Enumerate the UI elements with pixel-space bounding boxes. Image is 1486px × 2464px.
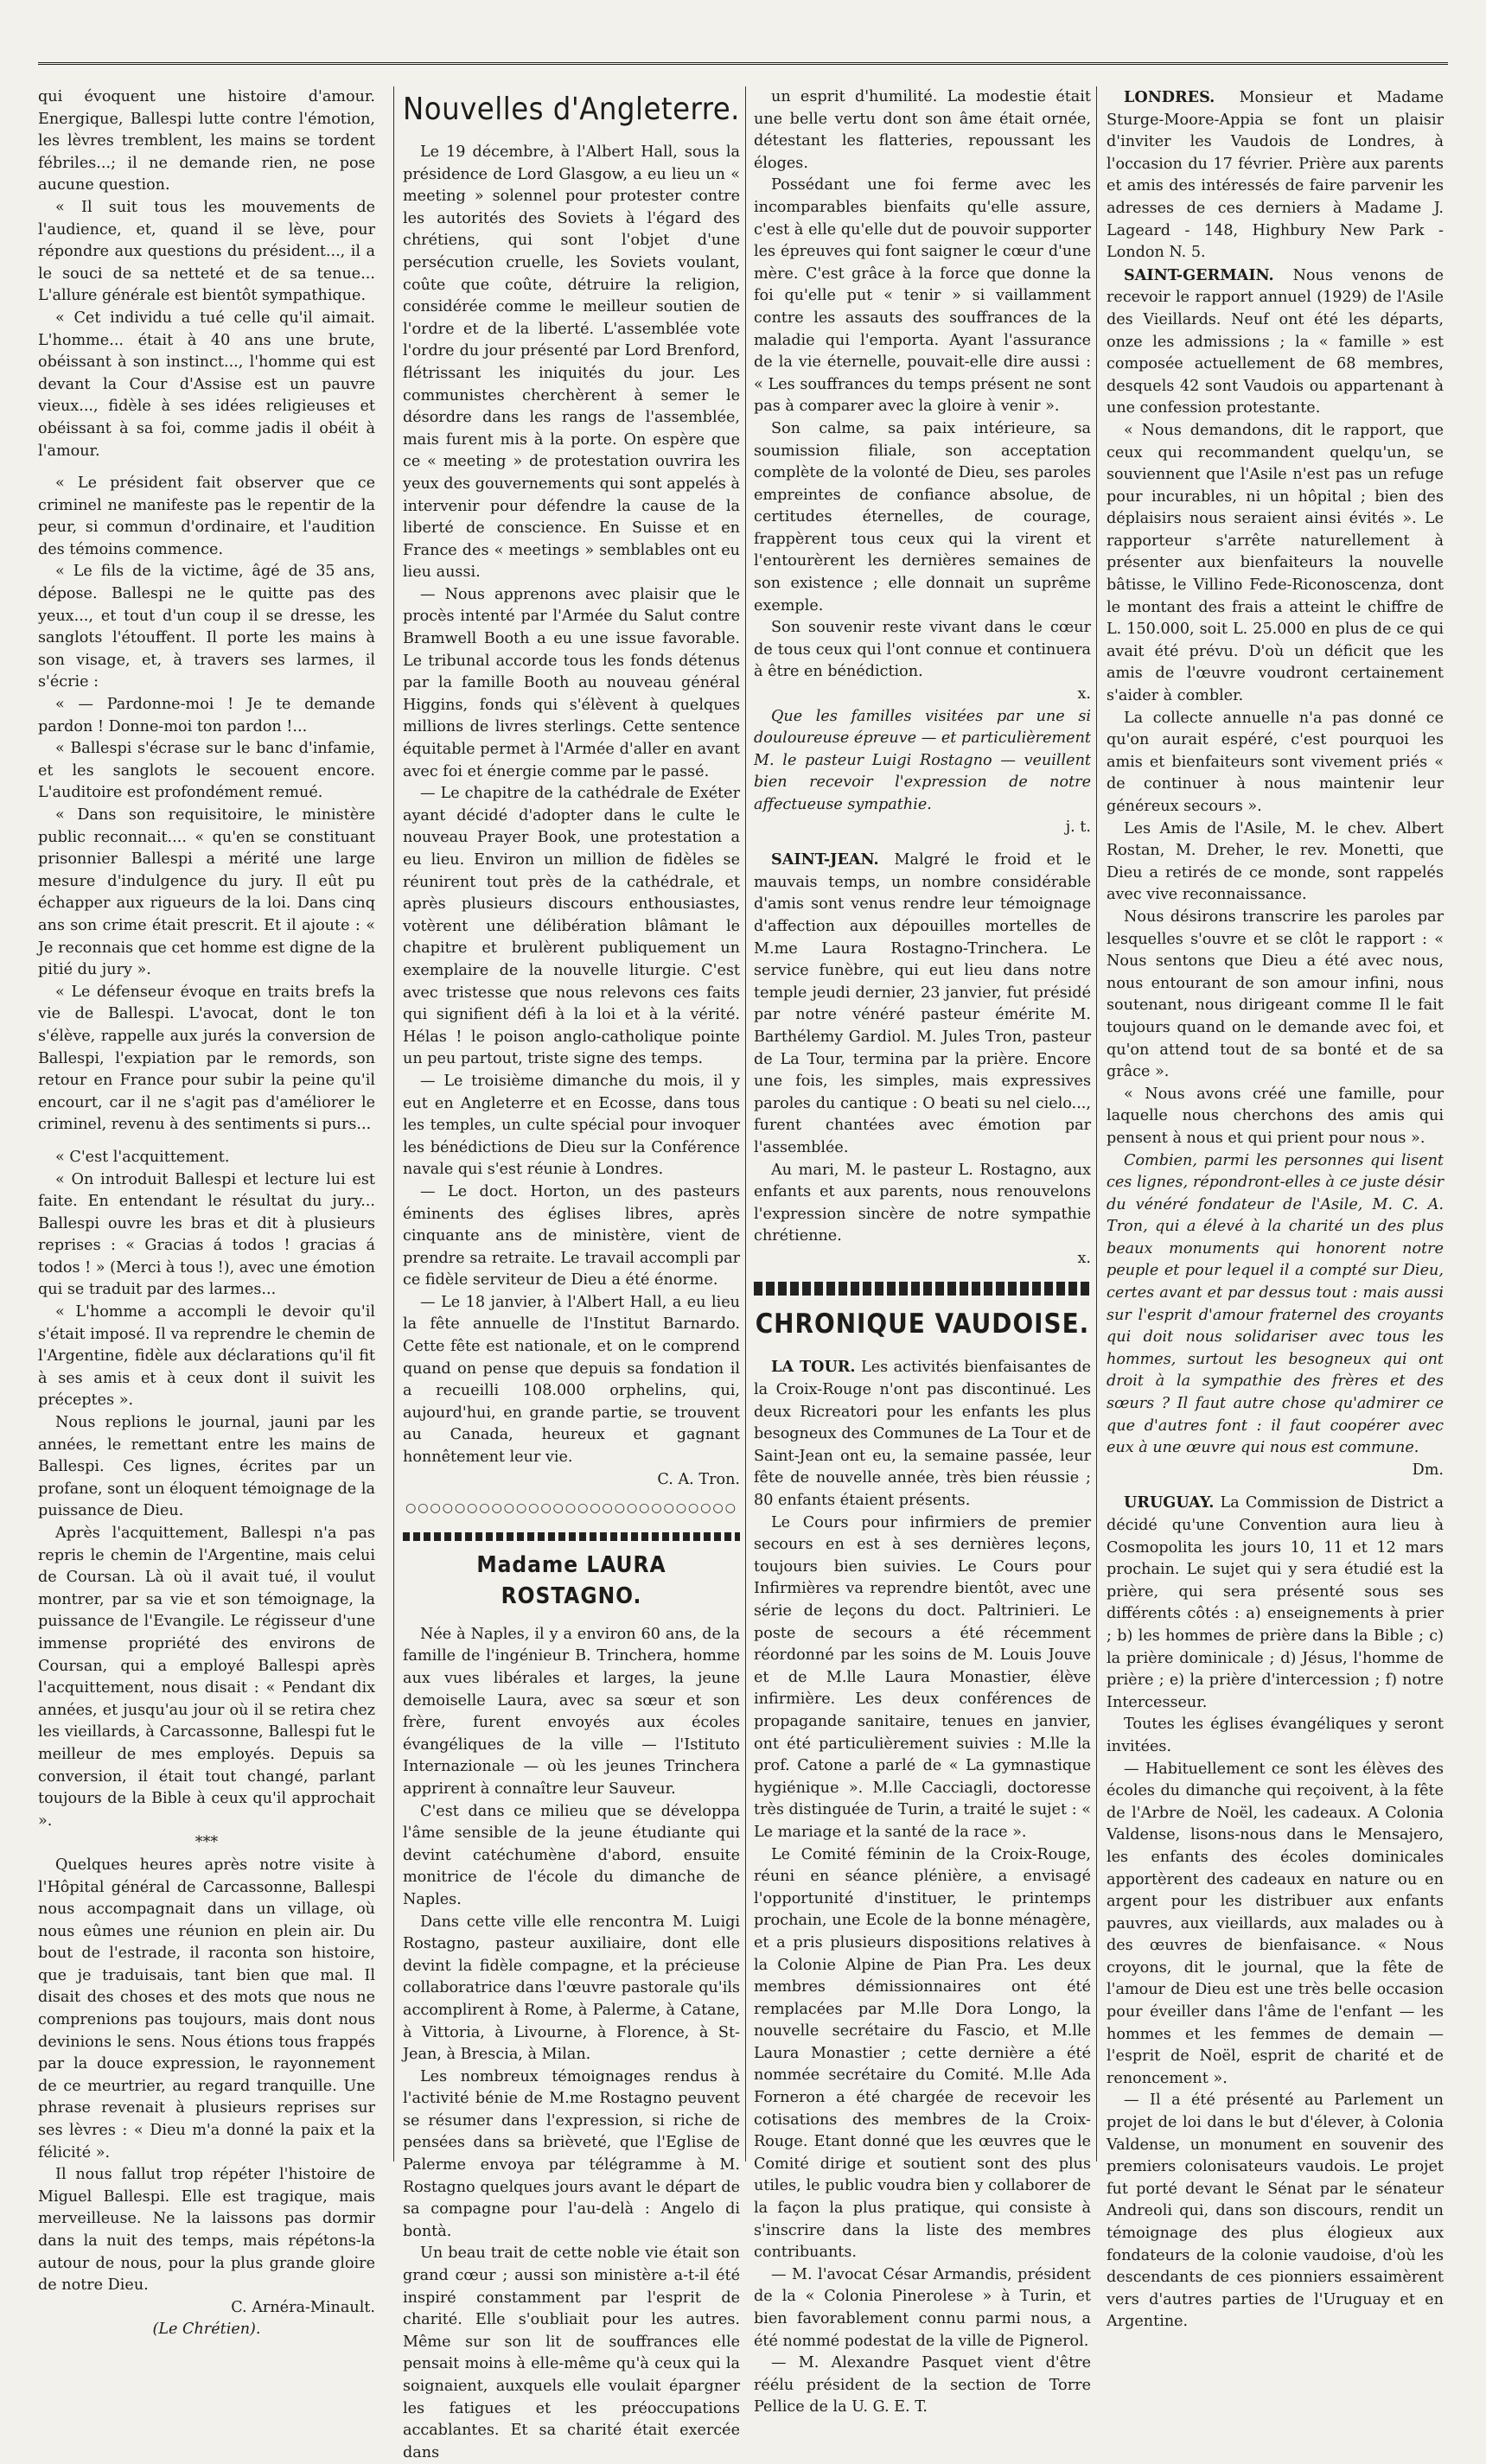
paragraph: Née à Naples, il y a environ 60 ans, de la famille de l'ingénieur B. Trinchera, homme aux vues libérales et larges, la jeune demoiselle Laura, avec sa sœur et son frère, furent envoyés aux écoles évangéliques de la ville — l'Istituto Internazionale — où les jeunes Trinchera apprirent à connaître leur Sauveur. [403,1625,740,1798]
place-name: LA TOUR. [771,1358,856,1377]
paragraph: Le Cours pour infirmiers de premier secours en est à ses dernières leçons, toujours bien suivies. Le Cours pour Infirmières va reprendre bientôt, avec une série de leçons du doct. Paltrinieri. Le poste de secours a été récemment réordonné par les soins de M. Louis Jouve et de M.lle Laura Monastier, élève infirmière. Les deux conférences de propagande sanitaire, tenues en janvier, ont été particulièrement suivies : M.lle la prof. Catone a parlé de « La gymnastique hygiénique ». M.lle Cacciagli, doctoresse très distinguée de Turin, a traité le sujet : « Le mariage et la santé de la race ». [754,1513,1091,1841]
paragraph: — Le doct. Horton, un des pasteurs éminents des églises libres, après cinquante ans de ministère, vient de prendre sa retraite. Le travail accompli par ce fidèle serviteur de Dieu a été énorme. [403,1182,740,1289]
paragraph: LA TOUR. Les activités bienfaisantes de la Croix-Rouge n'ont pas discontinué. Les deux Ricreatori pour les enfants les plus besogneux des Communes de La Tour et de Saint-Jean ont eu, la semaine passée, leur fête de nouvelle année, très bien réussie ; 80 enfants étaient présents. [754,1358,1091,1510]
signature: Dm. [1412,1461,1444,1479]
paragraph: « On introduit Ballespi et lecture lui est faite. En entendant le résultat du jury... Ballespi ouvre les bras et dit à plusieurs reprises : « Gracias á todos ! gracias á todos ! » (Merci à tous !), avec une émotion qui se traduit par des larmes... [38,1170,376,1299]
paragraph: « Ballespi s'écrase sur le banc d'infamie, et les sanglots le secouent encore. L'auditoire est profondément remué. [38,740,375,802]
place-name: LONDRES. [1124,88,1215,106]
paragraph: « L'homme a accompli le devoir qu'il s'était imposé. Il va reprendre le chemin de l'Argentine, fidèle aux déclarations qu'il fit à ses amis et à ceux dont il suivit les préceptes ». [38,1303,375,1410]
paragraph: — M. l'avocat César Armandis, président de la « Colonia Pinerolese » à Turin, et bien favorablement connu parmi nous, a été nommé podestat de la ville de Pignerol. [754,2265,1091,2350]
column-separator [745,86,746,2162]
paragraph: un esprit d'humilité. La modestie était une belle vertu dont son âme était ornée, détestant les flatteries, repoussant les éloges. [754,88,1091,172]
paragraph: Dans cette ville elle rencontra M. Luigi Rostagno, pasteur auxiliaire, dont elle devint la fidèle compagne, et la précieuse collaboratrice dans l'œuvre pastorale qu'ils accomplirent à Rome, à Palerme, à Catane, à Vittoria, à Livourne, à Florence, à St-Jean, à Brescia, à Milan. [403,1913,740,2064]
paragraph: Le 19 décembre, à l'Albert Hall, sous la présidence de Lord Glasgow, a eu lieu un « meeting » solennel pour protester contre les autorités des Soviets à l'égard des chrétiens, qui sont l'objet d'une persécution cruelle, les Soviets voulant, coûte que coûte, détruire la religion, considérée comme le meilleur soutien de l'ordre et de la liberté. L'assemblée vote l'ordre du jour présenté par Lord Brenford, flétrissant les iniquités du jour. Les communistes cherchèrent à semer le désordre dans les rangs de l'assemblée, mais furent mis à la porte. On espère que ce « meeting » de protestation ouvrira les yeux des gouvernements qui sont appelés à intervenir pour défendre la cause de la liberté de conscience. En Suisse et en France des « meetings » semblables ont eu lieu aussi. [403,143,740,582]
paragraph: — M. Alexandre Pasquet vient d'être réélu président de la section de Torre Pellice de la U. G. E. T. [754,2354,1091,2416]
paragraph: Les Amis de l'Asile, M. le chev. Albert Rostan, M. Dreher, le rev. Monetti, que Dieu a retirés de ce monde, sont rappelés avec vive reconnaissance. [1107,819,1444,904]
column-3 [754,86,1091,2419]
top-rule [38,62,1448,68]
paragraph: Que les familles visitées par une si douloureuse épreuve — et particulièrement M. le pasteur Luigi Rostagno — veuillent bien recevoir l'expression de notre affectueuse sympathie. [754,707,1091,813]
signature: C. A. Tron. [657,1470,740,1488]
paragraph: Son souvenir reste vivant dans le cœur de tous ceux qui l'ont connue et continuera à être en bénédiction. [754,619,1091,681]
ornamental-rule: ○○○○○○○○○○○○○○○○○○○○○○○○○○○ [405,1501,737,1516]
paragraph: « Nous demandons, dit le rapport, que ceux qui recommandent quelqu'un, se souviennent que l'Asile n'est pas un refuge pour incurables, ni un hôpital ; bien des déplaisirs nous seraient ainsi évités ». Le rapporteur s'arrête naturellement à présenter aux bienfaiteurs la nouvelle bâtisse, le Villino Fede-Riconoscenza, dont le montant des frais a atteint le chiffre de L. 150.000, soit L. 25.000 en plus de ce qui avait été prévu. D'où un déficit que les amis de l'œuvre voudront certainement s'aider à combler. [1107,421,1444,705]
paragraph: Quelques heures après notre visite à l'Hôpital général de Carcassonne, Ballespi nous accompagnait dans un village, où nous eûmes une réunion en plein air. Du bout de l'estrade, il raconta son histoire, que je traduisais, tant bien que mal. Il disait des choses et des mots que nous ne comprenions pas toujours, mais dont nous devinions le sens. Nous étions tous frappés par la douce expression, le rayonnement de ce meurtrier, au regard tranquille. Une phrase revenait à plusieurs reprises sur ses lèvres : « Dieu m'a donné la paix et la félicité ». [38,1856,375,2162]
paragraph: Nous désirons transcrire les paroles par lesquelles s'ouvre et se clôt le rapport : « Nous sentons que Dieu a été avec nous, nous entourant de son amour infini, nous soutenant, nous dirigeant comme Il le fait toujours quand on le demande avec foi, et qu'on attend tout de sa bonté et de sa grâce ». [1107,907,1444,1081]
paragraph: — Il a été présenté au Parlement un projet de loi dans le but d'élever, à Colonia Valdense, un monument en souvenir des premiers colonisateurs vaudois. Le projet fut porté devant le Sénat par le sénateur Andreoli qui, dans son discours, rendit un témoignage des plus élogieux aux fondateurs de la colonie vaudoise, d'où les descendants de ces pionniers essaimèrent vers d'autres parties de l'Uruguay et en Argentine. [1107,2092,1444,2331]
section-stars: *** [195,1834,219,1852]
paragraph: Son calme, sa paix intérieure, sa soumission filiale, son acceptation complète de la volonté de Dieu, ses paroles empreintes de confiance absolue, de certitudes éternelles, de courage, frappèrent tous ceux qui la virent et l'entourèrent les dernières semaines de son existence ; elle donnait un suprême exemple. [754,419,1091,614]
signature: C. Arnéra-Minault. [231,2298,375,2316]
paragraph: SAINT-JEAN. Malgré le froid et le mauvais temps, un nombre considérable d'amis sont venus rendre leur témoignage d'affection aux dépouilles mortelles de M.me Laura Rostagno-Trinchera. Le service funèbre, qui eut lieu dans notre temple jeudi dernier, 23 janvier, fut présidé par notre vénéré pasteur émérite M. Barthélemy Gardiol. M. Jules Tron, pasteur de La Tour, termina par la prière. Encore une fois, les simples, mais expressives paroles du cantique : O beati su nel cielo..., furent chantées avec émotion par l'assemblée. [754,850,1091,1156]
paragraph: LONDRES. Monsieur et Madame Sturge-Moore-Appia se font un plaisir d'inviter les Vaudois de Londres, à l'occasion du 17 février. Prière aux parents et amis des intéressés de faire parvenir les adresses de ces derniers à Madame J. Lageard - 148, Highbury New Park - London N. 5. [1107,88,1445,262]
paragraph: « Nous avons créé une famille, pour laquelle nous cherchons des amis qui pensent à nous et qui prient pour nous ». [1107,1085,1444,1147]
paragraph: « Dans son requisitoire, le ministère public reconnait.... « qu'en se constituant prisonnier Ballespi a mérité une large mesure d'indulgence du jury. Il eût pu échapper aux rigueurs de la loi. Dans cinq ans son crime était prescrit. Et il ajoute : « Je reconnais que cet homme est digne de la pitié du jury ». [38,806,375,979]
column-2 [403,86,740,2464]
paragraph: « C'est l'acquittement. [55,1148,230,1166]
ornamental-bar [754,1282,1091,1296]
paragraph: Nous replions le journal, jauni par les années, le remettant entre les mains de Ballespi. Ces lignes, écrites par un profane, sont un éloquent témoignage de la puissance de Dieu. [38,1414,375,1520]
paragraph: Il nous fallut trop répéter l'histoire de Miguel Ballespi. Elle est tragique, mais merveilleuse. Ne la laissons pas dormir dans la nuit des temps, mais répétons-la autour de nous, pour la plus grande gloire de notre Dieu. [38,2166,375,2295]
paragraph: URUGUAY. La Commission de District a décidé qu'une Convention aura lieu à Cosmopolita les jours 10, 11 et 12 mars prochain. Le sujet qui y sera étudié est la prière, qui sera présenté sous ses différents côtés : a) enseignements à prier ; b) les hommes de prière dans la Bible ; c) la prière dominicale ; d) Jésus, l'homme de prière ; e) la prière d'intercession ; f) notre Intercesseur. [1107,1493,1445,1711]
paragraph: C'est dans ce milieu que se développa l'âme sensible de la jeune étudiante qui devint catéchumène d'abord, ensuite monitrice de l'école du dimanche de Naples. [403,1802,740,1908]
paragraph: Après l'acquittement, Ballespi n'a pas repris le chemin de l'Argentine, mais celui de Coursan. Là où il avait tué, il voulut montrer, par sa vie et son témoignage, la puissance de l'Evangile. Le régisseur d'une immense propriété des environs de Coursan, qui a employé Ballespi après l'acquittement, nous disait : « Pendant dix années, et jusqu'au jour où il se retira chez les vieillards, à Carcassonne, Ballespi fut le meilleur de mes employés. Depuis sa conversion, il était tout changé, parlant toujours de la Bible à ceux qu'il approchait ». [38,1525,375,1830]
column-1 [38,86,375,2341]
paragraph: — Le troisième dimanche du mois, il y eut en Angleterre et en Ecosse, dans tous les temples, un culte spécial pour invoquer les bénédictions de Dieu sur la Conférence navale qui s'est réunie à Londres. [403,1072,740,1179]
article-heading: Madame LAURA ROSTAGNO. [476,1551,666,1609]
paragraph: Les nombreux témoignages rendus à l'activité bénie de M.me Rostagno peuvent se résumer dans l'expression, si riche de pensées dans sa brièveté, que l'Eglise de Palerme envoya par télégramme à M. Rostagno quelques jours avant le départ de sa compagne pour l'au-delà : Angelo di bontà. [403,2067,740,2240]
paragraph: « Cet individu a tué celle qu'il aimait. L'homme... était à 40 ans une brute, obéissant à son instinct..., l'homme qui est devant la Cour d'Assise est un pauvre vieux..., fidèle à ses idées religieuses et obéissant à sa foi, comme jadis il obéit à l'amour. [38,309,375,460]
place-name: SAINT-JEAN. [771,850,879,869]
paragraph: qui évoquent une histoire d'amour. Energique, Ballespi lutte contre l'émotion, les lèvres tremblent, les mains se tordent fébriles...; il ne demande rien, ne pose aucune question. [38,88,375,194]
paragraph: Le Comité féminin de la Croix-Rouge, réuni en séance plénière, a envisagé l'opportunité d'instituer, le printemps prochain, une Ecole de la bonne ménagère, et a pris plusieurs dispositions relatives à la Colonie Alpine de Pian Pra. Les deux membres démissionnaires ont été remplacées par M.lle Dora Longo, la nouvelle secrétaire du Fascio, et M.lle Laura Monastier ; cette dernière a été nommée secrétaire du Comité. M.lle Ada Forneron a été chargée de recevoir les cotisations des membres de la Croix-Rouge. Etant donné que les œuvres que le Comité dirige et soutient sont des plus utiles, le public voudra bien y collaborer de la façon la plus pratique, qui consiste à s'inscrire dans la liste des membres contribuants. [754,1845,1091,2262]
paragraph: La collecte annuelle n'a pas donné ce qu'on aurait espéré, c'est pourquoi les amis et bienfaiteurs sont vivement priés « de continuer à nous maintenir leur généreux secours ». [1107,709,1444,815]
column-4 [1107,86,1444,2333]
paragraph: — Le 18 janvier, à l'Albert Hall, a eu lieu la fête annuelle de l'Institut Barnardo. Cette fête est nationale, et on le comprend quand on pense que depuis sa fondation il a recueilli 108.000 orphelins, qui, aujourd'hui, en grande partie, se trouvent au Canada, heureux et gagnant honnêtement leur vie. [403,1293,740,1467]
paragraph: « Le fils de la victime, âgé de 35 ans, dépose. Ballespi ne le quitte pas des yeux..., et tout d'un coup il se dresse, les sanglots l'étouffent. Il porte les mains à son visage, et, à travers ses larmes, il s'écrie : [38,563,375,691]
paragraph: Un beau trait de cette noble vie était son grand cœur ; aussi son ministère a-t-il été inspiré constamment par l'esprit de charité. Elle s'oubliait pour les autres. Même sur son lit de souffrances elle pensait moins à elle-même qu'à ceux qui la soignaient, auxquels elle voulait épargner les fatigues et les préoccupations accablantes. Et sa charité était exercée dans [403,2244,740,2461]
paragraph: — Le chapitre de la cathédrale de Exéter ayant décidé d'adopter dans le culte le nouveau Prayer Book, une protestation a eu lieu. Environ un million de fidèles se réunirent tout près de la cathédrale, et après plusieurs discours enthousiastes, votèrent une délibération blâmant le chapitre et brulèrent publiquement un exemplaire de la nouvelle liturgie. C'est avec tristesse que nous relevons ces faits qui signifient défi à la loi et à la vérité. Hélas ! le poison anglo-catholique pointe un peu partout, triste signe des temps. [403,785,740,1068]
section-heading: CHRONIQUE VAUDOISE. [755,1308,1090,1340]
source: (Le Chrétien). [152,2321,261,2339]
place-name: SAINT-GERMAIN. [1124,265,1274,284]
place-name: URUGUAY. [1124,1493,1215,1512]
paragraph: « Le défenseur évoque en traits brefs la vie de Ballespi. L'avocat, dont le ton s'élève, rappelle aux jurés la conversion de Ballespi, l'expiation par le remords, son retour en France pour subir la peine qu'il encourt, car il ne s'agit pas d'améliorer le criminel, revenu à des sentiments si purs... [38,983,375,1134]
paragraph: SAINT-GERMAIN. Nous venons de recevoir le rapport annuel (1929) de l'Asile des Vieillards. Neuf ont été les départs, onze les admissions ; la « famille » est composée actuellement de 68 membres, desquels 42 sont Vaudois ou appartenant à une confession protestante. [1107,265,1445,417]
paragraph: « — Pardonne-moi ! Je te demande pardon ! Donne-moi ton pardon !... [38,696,375,735]
paragraph: Toutes les églises évangéliques y seront invitées. [1107,1716,1444,1755]
paragraph: « Le président fait observer que ce criminel ne manifeste pas le repentir de la peur, si commun d'ordinaire, et l'audition des témoins commence. [38,474,375,558]
paragraph: Au mari, M. le pasteur L. Rostagno, aux enfants et aux parents, nous renouvelons l'expression sincère de notre sympathie chrétienne. [754,1161,1091,1245]
signature: x. [1077,1249,1091,1267]
article-heading: Nouvelles d'Angleterre. [403,92,740,127]
paragraph: — Nous apprenons avec plaisir que le procès intenté par l'Armée du Salut contre Bramwell Booth a eu une issue favorable. Le tribunal accorde tous les fonds détenus par la famille Booth au nouveau général Higgins, fonds qui s'élèvent à quelques millions de livres sterlings. Cette sentence équitable permet à l'Armée d'aller en avant avec foi et énergie comme par le passé. [403,585,740,780]
paragraph: « Il suit tous les mouvements de l'audience, et, quand il se lève, pour répondre aux questions du président..., il a le souci de sa netteté et de sa tenue... L'allure générale est bientôt sympathique. [38,198,375,305]
signature: x. [1077,685,1091,704]
paragraph: Possédant une foi ferme avec les incomparables bienfaits qu'elle assure, c'est à elle qu'elle dut de pouvoir supporter les épreuves qui font saigner le cœur d'une mère. C'est grâce à la force que donne la foi qu'elle put « tenir » si vaillamment contre les assauts des souffrances de la maladie qui l'emporta. Ayant l'assurance de la vie éternelle, pouvait-elle dire aussi : « Les souffrances du temps présent ne sont pas à comparer avec la gloire à venir ». [754,176,1091,416]
column-separator [393,86,394,2162]
paragraph: — Habituellement ce sont les élèves des écoles du dimanche qui reçoivent, à la fête de l'Arbre de Noël, les cadeaux. A Colonia Valdense, lisons-nous dans le Mensajero, les enfants des écoles dominicales apportèrent des cadeaux en nature ou en argent pour les distribuer aux enfants pauvres, aux vieillards, aux malades ou à des œuvres de bienfaisance. « Nous croyons, dit le journal, que la fête de l'amour de Dieu est une très belle occasion pour éveiller dans l'âme de l'enfant — les hommes et les femmes de demain — l'esprit de Noël, esprit de charité et de renoncement ». [1107,1760,1444,2087]
ornamental-bar [403,1532,740,1541]
column-separator [1096,86,1097,2162]
paragraph: Combien, parmi les personnes qui lisent ces lignes, répondront-elles à ce juste désir du vénéré fondateur de l'Asile, M. C. A. Tron, qui a élevé à la charité un des plus beaux monuments qui honorent notre peuple et pour lequel il a compté sur Dieu, certes avant et par dessus tout : mais aussi sur l'esprit d'amour fraternel des croyants qui doit nous solidariser avec tous les hommes, surtout les besogneux qui ont droit à la sympathie des frères et des sœurs ? Il faut autre chose qu'admirer ce que d'autres font : il faut coopérer avec eux à une œuvre qui nous est commune. [1107,1151,1444,1457]
signature: j. t. [1065,818,1091,836]
